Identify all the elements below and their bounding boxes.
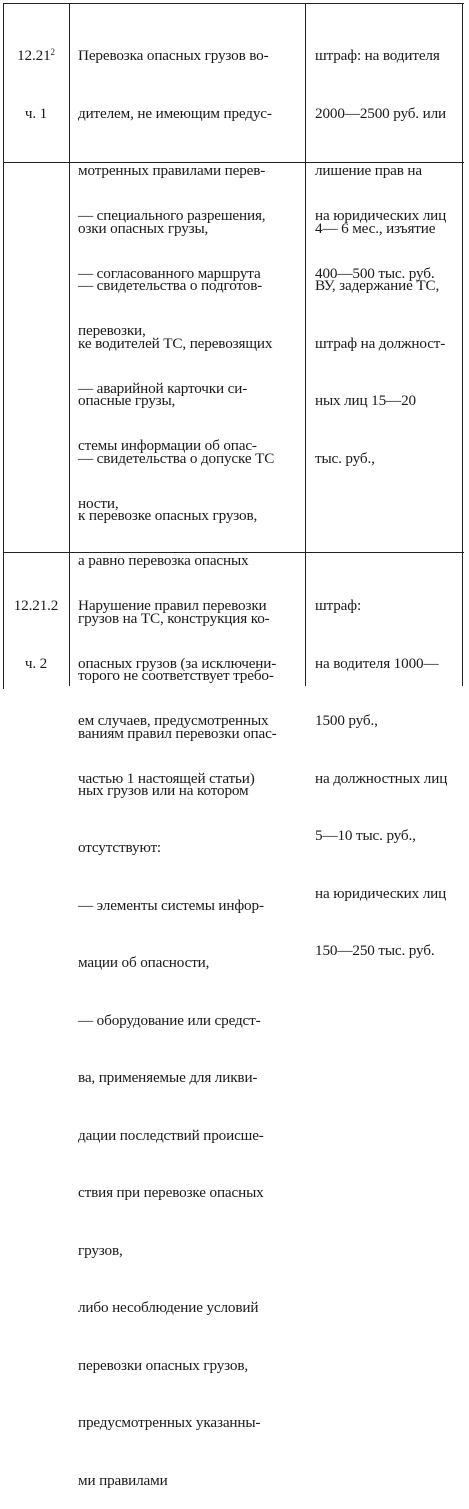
article-part: ч. 1 — [24, 104, 48, 122]
penalty-line: ных лиц 15—20 — [315, 392, 416, 410]
penalty-line: штраф: — [315, 597, 362, 615]
description-line: предусмотренных указанны- — [78, 1414, 261, 1432]
penalty-line: тыс. руб., — [315, 449, 375, 467]
description-line: — специального разрешения, — [78, 207, 266, 225]
penalty-line: на юридических лиц — [315, 884, 447, 902]
penalty-line: на должностных лиц — [315, 769, 448, 787]
article-number: 12.21.2 — [13, 597, 59, 615]
penalty-line: 150—250 тыс. руб. — [315, 942, 435, 960]
table-right-border — [462, 3, 463, 686]
penalty-line: лишение прав на — [315, 162, 422, 180]
penalty-line: штраф: на водителя — [315, 47, 440, 65]
description-line: озки опасных грузы, — [78, 219, 209, 237]
description-line: дации последствий происше- — [78, 1126, 264, 1144]
description-line: частью 1 настоящей статьи) — [78, 769, 255, 787]
penalty-cell — [315, 558, 460, 979]
description-line: либо несоблюдение условий — [78, 1299, 259, 1317]
penalty-line: штраф на должност- — [315, 334, 446, 352]
description-line: отсутствуют: — [78, 839, 161, 857]
description-line: ствия при перевозке опасных — [78, 1184, 264, 1202]
description-line: опасных грузов (за исключени- — [78, 654, 277, 672]
description-line: мотренных правилами перев- — [78, 162, 266, 180]
description-line: перевозки опасных грузов, — [78, 1356, 249, 1374]
description-line: — свидетельства о подготов- — [78, 277, 263, 295]
penalty-line: 400—500 тыс. руб. — [315, 264, 435, 282]
description-line: ности, — [78, 494, 119, 512]
penalty-line: ВУ, задержание ТС, — [315, 277, 440, 295]
description-line: Перевозка опасных грузов во- — [78, 47, 269, 65]
violation-description-cell — [78, 558, 298, 807]
article-number-cell — [10, 558, 62, 692]
description-line: — аварийной карточки си- — [78, 379, 248, 397]
description-line: — свидетельства о допуске ТС — [78, 449, 275, 467]
penalty-line: на юридических лиц — [315, 207, 447, 225]
penalty-line: на водителя 1000— — [315, 654, 439, 672]
article-superscript: 2 — [50, 47, 55, 58]
violation-description-cell — [78, 168, 298, 1509]
article-part: ч. 2 — [24, 654, 48, 672]
description-line: ке водителей ТС, перевозящих — [78, 334, 273, 352]
description-line: ных грузов или на котором — [78, 782, 249, 799]
column-divider — [305, 3, 306, 686]
penalty-line: 4— 6 мес., изъятие — [315, 219, 436, 237]
description-line: — оборудование или средст- — [78, 1011, 261, 1029]
description-line: ва, применяемые для ликви- — [78, 1069, 258, 1087]
description-line: торого не соответствует требо- — [78, 667, 274, 685]
description-line: ми правилами — [78, 1471, 168, 1489]
article-number-cell — [10, 8, 62, 142]
description-line: к перевозке опасных грузов, — [78, 507, 258, 525]
description-line: — согласованного маршрута — [78, 264, 261, 282]
penalty-line: 5—10 тыс. руб., — [315, 827, 416, 845]
description-line: грузов, — [78, 1241, 123, 1259]
column-divider — [69, 3, 70, 686]
description-line: стемы информации об опас- — [78, 437, 257, 455]
penalty-line: 1500 руб., — [315, 712, 378, 730]
description-line: опасные грузы, — [78, 392, 176, 410]
description-line: — элементы системы инфор- — [78, 896, 264, 914]
description-line: перевозки, — [78, 322, 146, 340]
description-line: мации об опасности, — [78, 954, 210, 972]
description-line: ваниям правил перевозки опас- — [78, 724, 277, 742]
article-number: 12.21 — [17, 47, 51, 65]
description-line: дителем, не имеющим предус- — [78, 104, 272, 122]
description-line: ем случаев, предусмотренных — [78, 712, 269, 730]
description-line: а равно перевозка опасных — [78, 552, 249, 570]
penalty-line: 2000—2500 руб. или — [315, 104, 446, 122]
penalty-cell — [315, 168, 460, 302]
description-line: грузов на ТС, конструкция ко- — [78, 609, 270, 627]
description-line: Нарушение правил перевозки — [78, 597, 267, 615]
